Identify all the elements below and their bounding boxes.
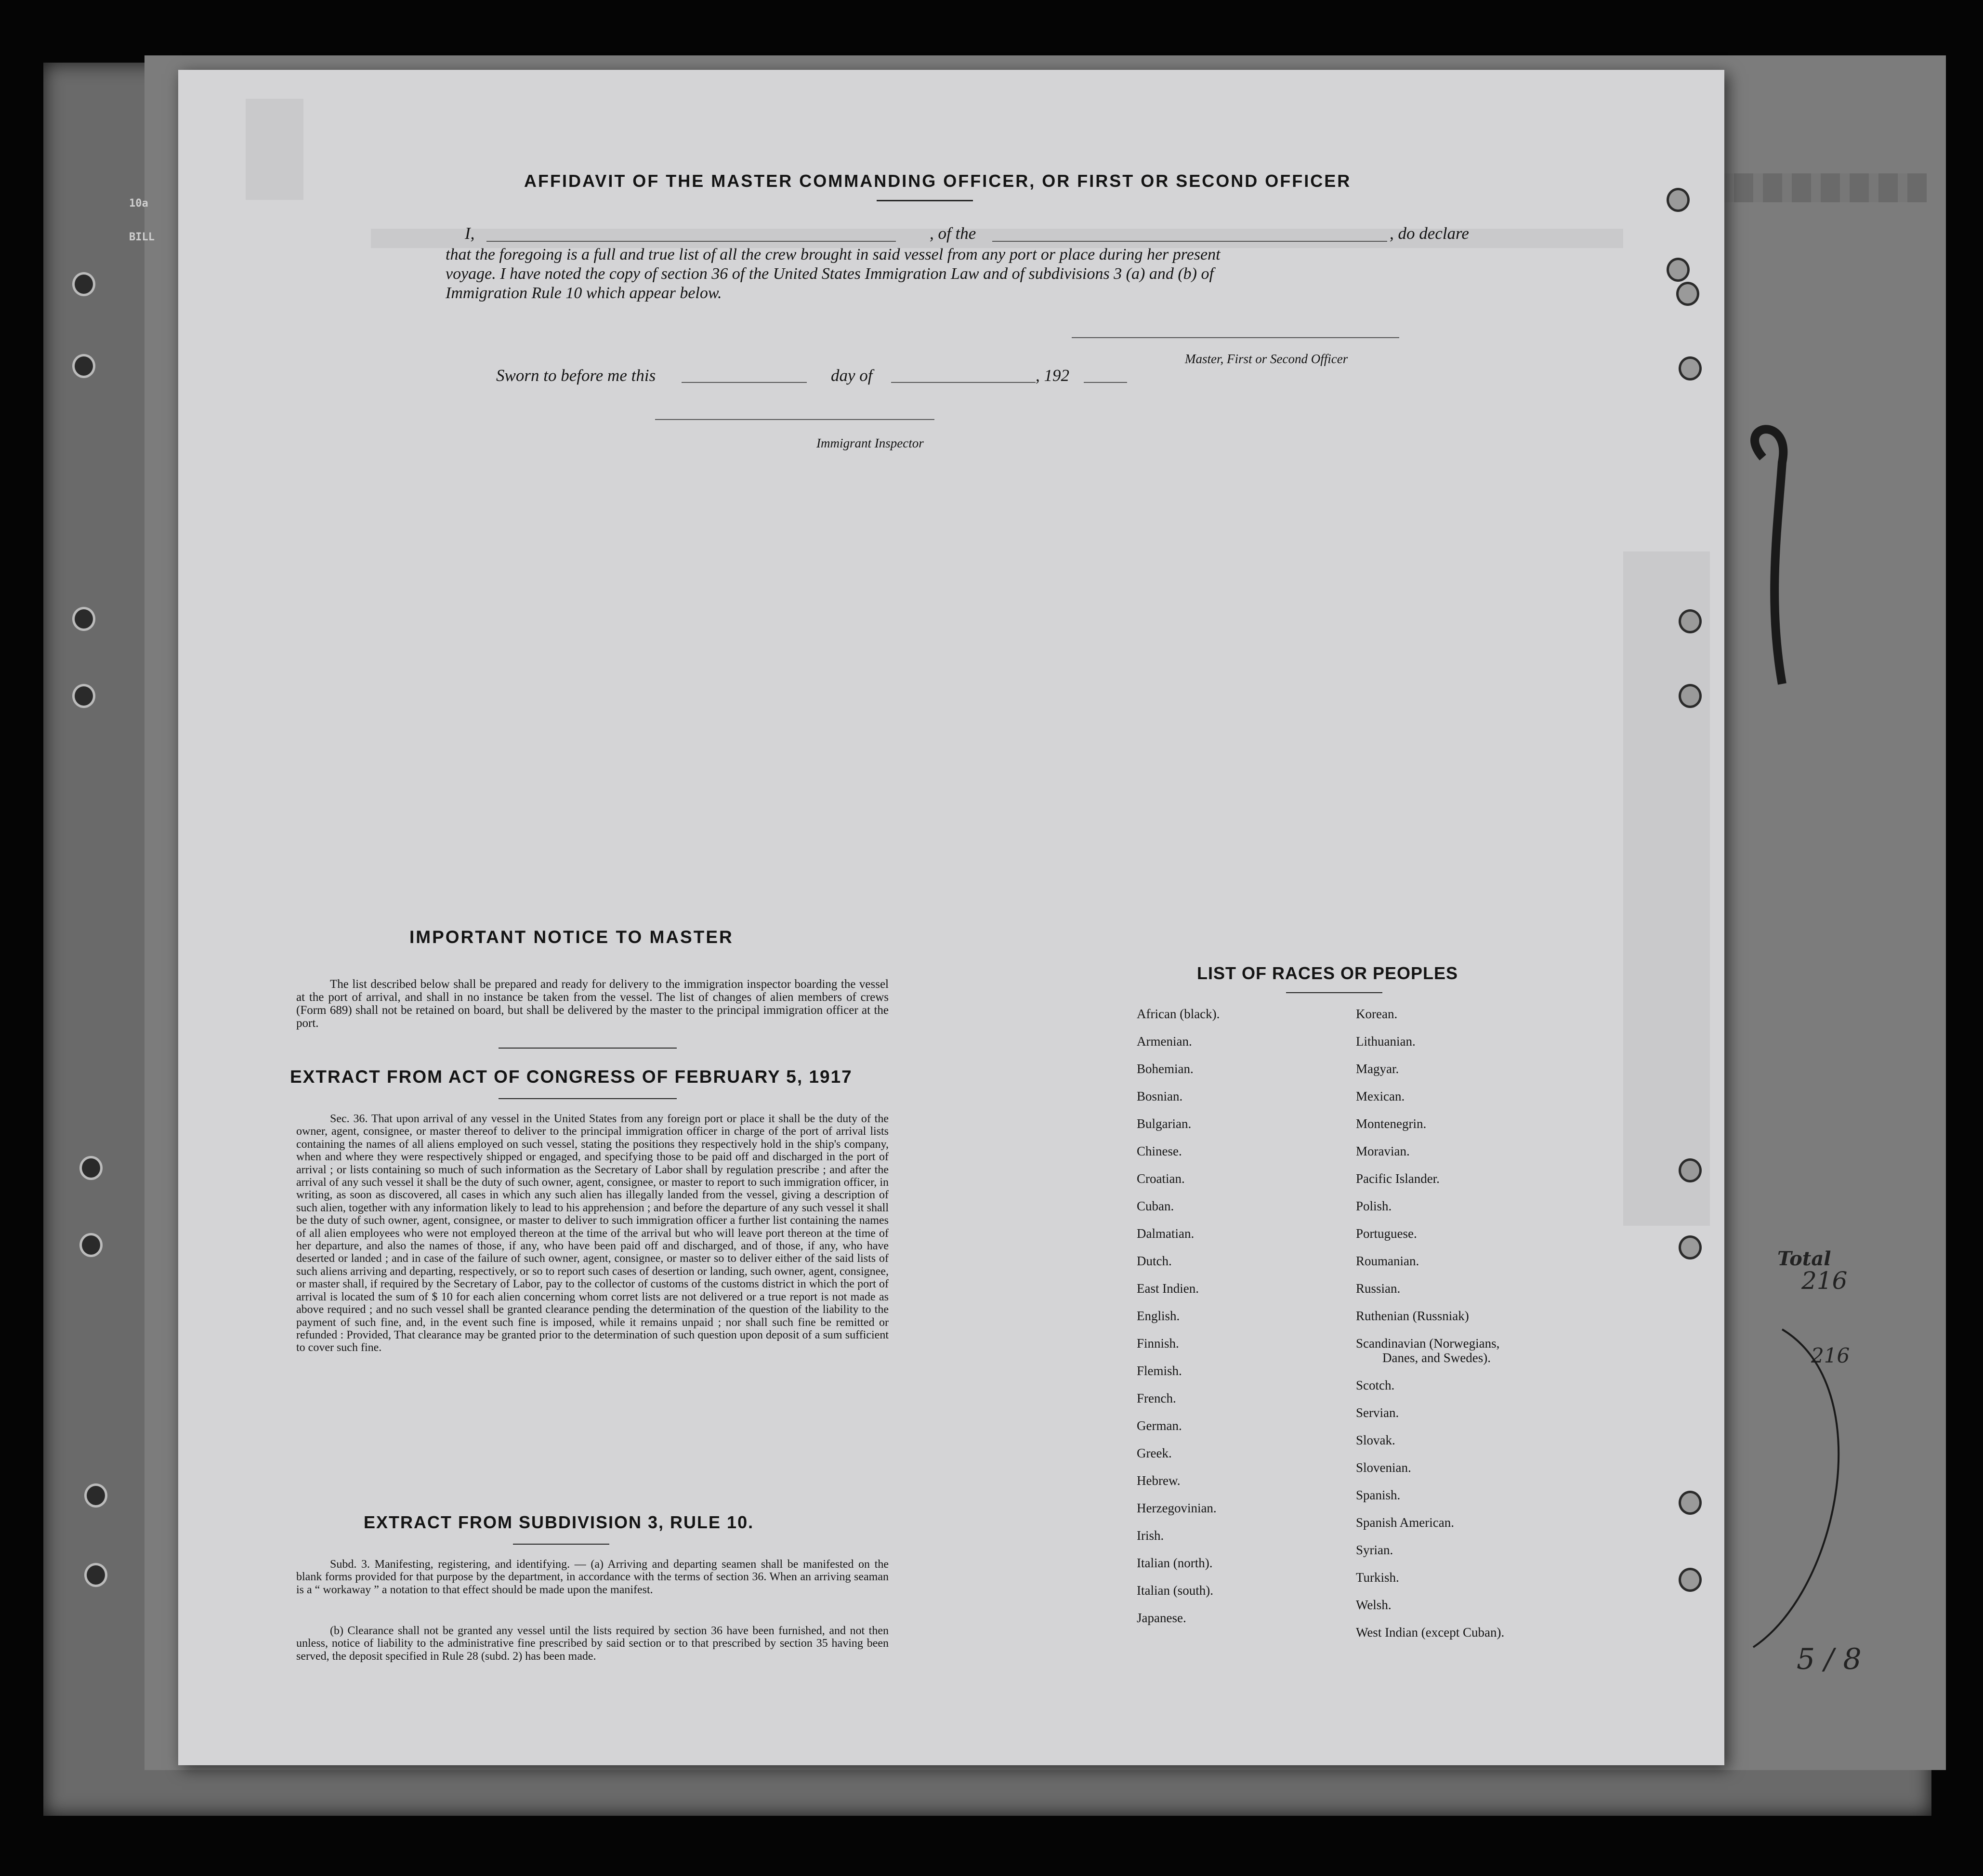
punch-hole-icon	[1679, 1491, 1702, 1515]
race-item: Bohemian.	[1137, 1062, 1194, 1076]
punch-hole-icon	[1679, 1158, 1702, 1182]
master-signature-label: Master, First or Second Officer	[1185, 352, 1348, 366]
race-item: Welsh.	[1356, 1598, 1392, 1612]
rule-extract-text-a: Subd. 3. Manifesting, registering, and identifying. — (a) Arriving and departing seamen shall be manifested on the blank forms provided for that purpose by the department, in accordance with the terms of section 36. When an arriving seaman is a “ workaway ” a notation to that effect should be made upon the manifest.	[296, 1558, 889, 1596]
punch-hole-icon	[1679, 684, 1702, 708]
race-item: Montenegrin.	[1356, 1116, 1427, 1131]
race-item: Finnish.	[1137, 1336, 1179, 1351]
race-item: Korean.	[1356, 1007, 1398, 1021]
race-item: Moravian.	[1356, 1144, 1410, 1158]
race-item: Spanish.	[1356, 1488, 1401, 1502]
race-item: Greek.	[1137, 1446, 1172, 1460]
total-value: 216	[1801, 1267, 1848, 1295]
race-item: Lithuanian.	[1356, 1034, 1416, 1049]
race-item: Cuban.	[1137, 1199, 1174, 1213]
punch-hole-icon	[1667, 258, 1690, 282]
race-item: West Indian (except Cuban).	[1356, 1625, 1505, 1640]
race-item: Scotch.	[1356, 1378, 1395, 1392]
affidavit-line-1: that the foregoing is a full and true list of all the crew brought in said vessel from any port or place during her present	[446, 246, 1221, 263]
race-item: English.	[1137, 1309, 1180, 1323]
race-item: Bosnian.	[1137, 1089, 1183, 1103]
inspector-signature-line	[655, 419, 934, 420]
affidavit-i: I,	[465, 224, 475, 243]
sworn-text: Sworn to before me this	[496, 366, 656, 385]
race-item: Danes, and Swedes).	[1382, 1351, 1491, 1365]
sworn-day-line	[682, 382, 807, 383]
race-item: French.	[1137, 1391, 1176, 1405]
act-extract-title: EXTRACT FROM ACT OF CONGRESS OF FEBRUARY 5, 1917	[290, 1067, 853, 1087]
affidavit-title: AFFIDAVIT OF THE MASTER COMMANDING OFFICER, OR FIRST OR SECOND OFFICER	[524, 171, 1352, 191]
race-item: Portuguese.	[1356, 1226, 1417, 1241]
race-item: Dalmatian.	[1137, 1226, 1195, 1241]
race-item: Servian.	[1356, 1405, 1399, 1420]
race-item: Herzegovinian.	[1137, 1501, 1217, 1515]
punch-hole-icon	[1676, 282, 1699, 306]
race-item: Armenian.	[1137, 1034, 1192, 1049]
punch-hole-icon	[1679, 356, 1702, 380]
year-line	[1084, 382, 1127, 383]
races-title: LIST OF RACES OR PEOPLES	[1197, 963, 1458, 983]
total-label: Total	[1777, 1247, 1831, 1270]
race-item: Scandinavian (Norwegians,	[1356, 1336, 1500, 1351]
race-item: Turkish.	[1356, 1570, 1399, 1585]
race-item: Irish.	[1137, 1528, 1164, 1543]
affidavit-page	[178, 70, 1724, 1765]
race-item: Spanish American.	[1356, 1515, 1454, 1530]
race-item: African (black).	[1137, 1007, 1220, 1021]
race-item: Russian.	[1356, 1281, 1401, 1296]
race-item: Magyar.	[1356, 1062, 1399, 1076]
race-item: Syrian.	[1356, 1543, 1393, 1557]
master-signature-line	[1072, 337, 1399, 338]
total-value-2: 216	[1811, 1344, 1850, 1367]
races-left-column	[1137, 1007, 1220, 1638]
vessel-line	[992, 241, 1387, 242]
name-line	[486, 241, 896, 242]
race-item: Dutch.	[1137, 1254, 1172, 1268]
races-right-column	[1356, 1007, 1504, 1653]
race-item: Hebrew.	[1137, 1473, 1181, 1488]
affidavit-line-3: Immigration Rule 10 which appear below.	[446, 284, 722, 302]
year-text: , 192	[1036, 366, 1069, 385]
race-item: Slovenian.	[1356, 1460, 1411, 1475]
race-item: Polish.	[1356, 1199, 1392, 1213]
race-item: Chinese.	[1137, 1144, 1182, 1158]
page-mark: 5 / 8	[1797, 1642, 1862, 1676]
race-item: Mexican.	[1356, 1089, 1405, 1103]
notice-text: The list described below shall be prepared and ready for delivery to the immigration inspector boarding the vessel at the port of arrival, and shall in no instance be taken from the vessel. The list of changes of alien members of crews (Form 689) shall not be retained on board, but shall be delivered by the master to the principal immigration officer at the port.	[296, 978, 889, 1030]
race-item: Japanese.	[1137, 1611, 1186, 1625]
race-item: Bulgarian.	[1137, 1116, 1192, 1131]
notice-rule	[499, 1048, 677, 1049]
race-item: East Indien.	[1137, 1281, 1199, 1296]
race-item: Italian (north).	[1137, 1556, 1213, 1570]
race-item: Pacific Islander.	[1356, 1171, 1440, 1186]
rule-extract-text-b: (b) Clearance shall not be granted any vessel until the lists required by section 36 have been furnished, and not then unless, notice of liability to the administrative fine prescribed by said section or to that prescribed by section 35 having been served, the deposit specified in Rule 28 (subd. 2) has been made.	[296, 1625, 889, 1663]
bleed-through-mark	[1623, 551, 1710, 1226]
rule-extract-title: EXTRACT FROM SUBDIVISION 3, RULE 10.	[364, 1512, 754, 1532]
rule-extract-rule	[513, 1544, 609, 1545]
race-item: Flemish.	[1137, 1364, 1182, 1378]
act-extract-rule	[499, 1098, 677, 1099]
race-item: Ruthenian (Russniak)	[1356, 1309, 1469, 1323]
punch-hole-icon	[1679, 609, 1702, 633]
bleed-through-mark	[246, 99, 303, 200]
margin-text-2: BILL	[129, 231, 155, 243]
races-rule	[1286, 992, 1382, 993]
punch-hole-icon	[1679, 1568, 1702, 1592]
margin-text-1: 10a	[129, 197, 148, 210]
month-line	[891, 382, 1036, 383]
race-item: Slovak.	[1356, 1433, 1395, 1447]
affidavit-do-declare: , do declare	[1390, 224, 1469, 243]
punch-hole-icon	[1679, 1235, 1702, 1259]
title-rule	[877, 200, 973, 201]
race-item: German.	[1137, 1418, 1182, 1433]
race-item: Croatian.	[1137, 1171, 1185, 1186]
affidavit-line-2: voyage. I have noted the copy of section 36 of the United States Immigration Law and of subdivisions 3 (a) and (b) of	[446, 265, 1214, 283]
notice-title: IMPORTANT NOTICE TO MASTER	[409, 927, 734, 947]
affidavit-of-the: , of the	[930, 224, 976, 243]
race-item: Roumanian.	[1356, 1254, 1419, 1268]
day-of-text: day of	[831, 366, 873, 385]
punch-hole-icon	[1667, 188, 1690, 212]
race-item: Italian (south).	[1137, 1583, 1213, 1598]
inspector-label: Immigrant Inspector	[816, 436, 924, 450]
act-extract-text: Sec. 36. That upon arrival of any vessel in the United States from any foreign port or place it shall be the duty of the owner, agent, consignee, or master thereof to deliver to the principal immigration officer in charge of the port of arrival lists containing the names of all aliens employed on such vessel, stating the positions they respectively hold in the ship's company, when and where they were respectively shipped or engaged, and specifying those to be paid off and discharged in the port of arrival ; or lists containing so much of such information as the Secretary of Labor shall by regulation prescribe ; and after the arrival of any such vessel it shall be the duty of such owner, agent, consignee, or master to report to such immigration officer, in writing, as soon as discovered, all cases in which any such alien has illegally landed from the vessel, giving a description of such alien, together with any information likely to lead to his apprehension ; and before the departure of any such vessel it shall be the duty of such owner, agent, consignee, or master to deliver to such immigration officer a further list containing the names of all alien employees who were not employed thereon at the time of the arrival but who will leave port thereon at the time of her departure, and also the names of those, if any, who have been paid off and discharged, and of those, if any, who have deserted or landed ; and in case of the failure of such owner, agent, consignee, or master so to deliver either of the said lists of such aliens arriving and departing, respectively, or so to report such cases of desertion or landing, such owner, agent, consignee, or master shall, if required by the Secretary of Labor, pay to the collector of customs of the customs district in which the port of arrival is located the sum of $ 10 for each alien concerning whom corret lists are not delivered or a true report is not made as above required ; and no such vessel shall be granted clearance pending the determination of the question of the liability to the payment of such fine, and, in the event such fine is imposed, while it remains unpaid ; nor shall such fine be remitted or refunded : Provided, That clearance may be granted prior to the determination of such question upon deposit of a sum sufficient to cover such fine.	[296, 1113, 889, 1354]
